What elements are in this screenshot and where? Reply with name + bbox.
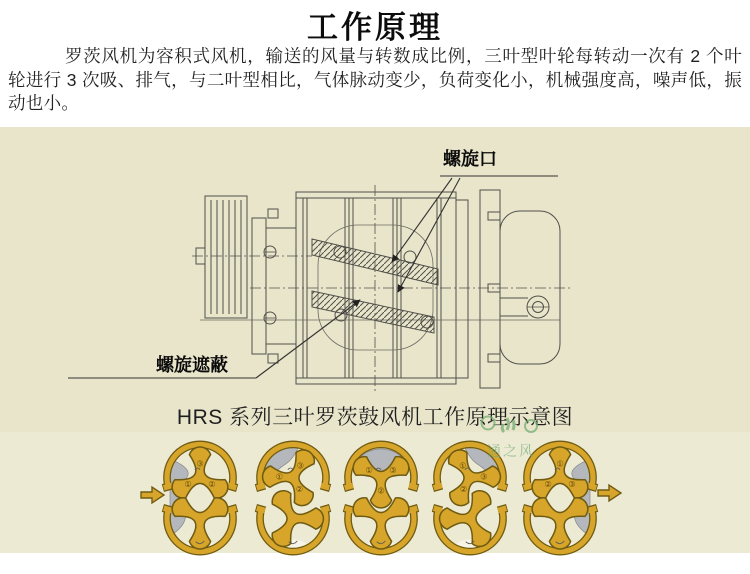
- rotor-lobe-number: ③: [389, 465, 397, 476]
- rotor-frame-3: [338, 438, 424, 558]
- rotor-lobe-number: ③: [196, 458, 204, 469]
- end-cover: [500, 211, 560, 364]
- rotor-lobe-number: ①: [556, 458, 564, 469]
- watermark-circle-icon: [482, 417, 495, 430]
- rotor-frame-2: [250, 438, 336, 558]
- rotor-chamber-outline: [318, 225, 433, 350]
- watermark: [479, 414, 543, 464]
- rotor-lobe-number: ①: [275, 471, 283, 482]
- label-spiral-shield: 螺旋遮蔽: [156, 355, 228, 375]
- rotor-lobe-number: ②: [544, 478, 552, 489]
- blower-technical-drawing: [0, 127, 750, 419]
- rotor-lobe-number: ②: [377, 485, 385, 496]
- rotor-lobe-number: ③: [480, 471, 488, 482]
- watermark-circle-icon: [525, 420, 537, 432]
- rotor-lobe-number: ①: [365, 465, 373, 476]
- rotor-lobe-number: ②: [295, 484, 304, 495]
- rotor-lobe-number: ③: [296, 460, 304, 471]
- rotor-frame-1: [157, 438, 243, 558]
- spiral-band-lower: [312, 291, 434, 333]
- rotor-lobe-number: ③: [568, 478, 576, 489]
- schematic-caption: HRS 系列三叶罗茨鼓风机工作原理示意图: [176, 406, 574, 429]
- intro-paragraph: 罗茨风机为容积式风机，输送的风量与转数成比例，三叶型叶轮每转动一次有 2 个叶轮进行 3 次吸、排气，与二叶型相比，气体脉动变少，负荷变化小，机械强度高，噪声低，振动也小。: [8, 46, 742, 113]
- rotor-lobe-number: ①: [184, 478, 192, 489]
- watermark-text: 通之风: [487, 443, 535, 459]
- rotor-lobe-number: ②: [208, 478, 216, 489]
- rotor-lobe-number: ①: [459, 460, 467, 471]
- page-title: 工作原理: [307, 10, 443, 45]
- rotor-lobe-number: ②: [459, 484, 468, 495]
- label-spiral-port: 螺旋口: [443, 149, 497, 169]
- watermark-leaf-icon: [502, 418, 514, 432]
- bearing-housing: [252, 218, 266, 354]
